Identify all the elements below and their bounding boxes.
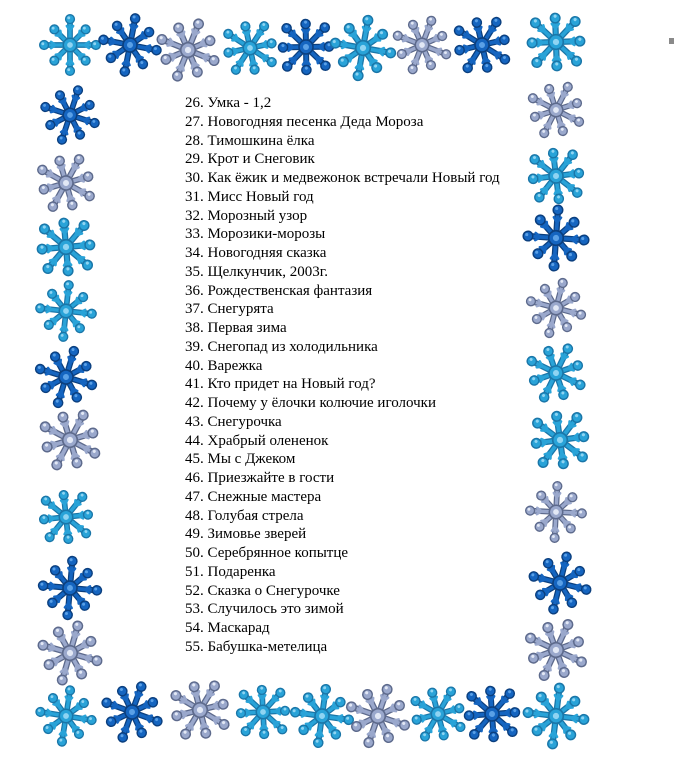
snowflake-icon [23,474,108,559]
list-item: 30. Как ёжик и медвежонок встречали Новый год [185,170,500,186]
film-list [185,94,500,657]
snowflake-icon [515,69,597,151]
list-item: 52. Сказка о Снегурочке [185,582,340,599]
list-item: 37. Снегурята [185,301,274,318]
list-item: 41. Кто придет на Новый год? [185,376,376,393]
snowflake-icon [26,396,115,485]
snowflake-icon [32,77,108,153]
snowflake-icon [155,665,245,755]
list-item: 28. Тимошкина ёлка [185,132,315,149]
list-item: 38. Первая зима [185,320,287,336]
list-item: 55. Бабушка-метелица [185,638,328,655]
snowflake-icon [36,554,104,622]
snowflake-icon [23,140,109,226]
list-item: 26. Умка - 1,2 [185,95,272,111]
list-item: 54. Маскарад [185,620,270,636]
snowflake-icon [519,271,593,345]
list-item: 46. Приезжайте в гости [185,470,335,486]
snowflake-icon [512,606,599,693]
snowflake-icon [33,278,100,345]
snowflake-icon [514,394,606,486]
list-item: 42. Почему у ёлочки колючие иголочки [185,395,436,411]
snowflake-icon [325,10,401,86]
list-item: 49. Зимовье зверей [185,526,307,543]
scroll-marker [669,38,674,44]
list-item: 29. Крот и Снеговик [185,151,315,168]
list-item: 47. Снежные мастера [185,488,322,505]
list-item: 36. Рождественская фантазия [185,282,373,299]
list-item: 33. Морозики-морозы [185,226,326,243]
list-item: 44. Храбрый олененок [185,432,329,449]
snowflake-icon [91,671,172,752]
list-item: 35. Щелкунчик, 2003г. [185,263,328,280]
snowflake-icon [438,1,525,88]
list-item: 53. Случилось это зимой [185,601,344,618]
snowflake-icon [20,201,113,294]
list-item: 32. Морозный узор [185,207,308,224]
list-item: 31. Мисс Новый год [185,188,314,205]
snowflake-icon [521,203,591,273]
list-item: 27. Новогодняя песенка Деда Мороза [185,113,424,130]
snowflake-icon [29,612,110,693]
list-item: 43. Снегурочка [185,413,282,430]
snowflake-icon [286,680,357,751]
snowflake-icon [383,6,461,84]
list-item: 34. Новогодняя сказка [185,245,327,261]
list-item: 40. Варежка [185,357,263,374]
snowflake-icon [40,15,101,76]
list-item: 48. Голубая стрела [185,507,304,524]
snowflake-icon [31,681,100,750]
list-item: 39. Снегопад из холодильника [185,338,378,355]
list-item: 51. Подаренка [185,563,276,580]
snowflake-icon [27,338,106,417]
snowflake-icon [522,545,599,622]
snowflake-icon [510,0,603,88]
snowflake-icon [519,679,592,752]
snowflake-icon [524,480,588,544]
list-item: 50. Серебрянное копытце [185,545,349,561]
snowflake-icon [93,8,167,82]
snowflake-icon [514,331,599,416]
list-item: 45. Мы с Джеком [185,451,296,468]
